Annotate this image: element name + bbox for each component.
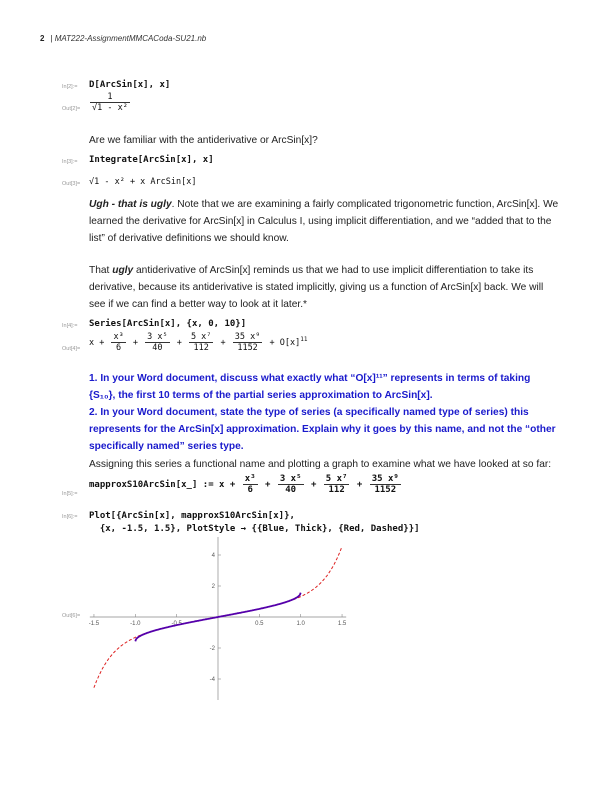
order: 11 — [300, 336, 308, 344]
text-cell: Are we familiar with the antiderivative or ArcSin[x]? — [89, 135, 318, 146]
x-tick-label: -0.5 — [171, 621, 182, 627]
page-number: 2 — [40, 34, 45, 43]
bold-text: Ugh - that is ugly — [89, 199, 172, 210]
in-label: In[5]:= — [62, 491, 78, 497]
question-1: 1. In your Word document, discuss what exactly what “O[x]¹¹” represents in terms of taking {S₁₀}, the first 10 terms of the partial series approximation to ArcSin[x]. — [89, 373, 531, 401]
text: antiderivative of ArcSin[x] reminds us that we had to use implicit differentiation to take its derivative, because its antiderivative is stated implicitly, giving us a function of ArcSin[x] back. We will see if we can find a better way to look at it later.* — [89, 265, 544, 310]
text-cell: Assigning this series a functional name and plotting a graph to examine what we have looked at so far: — [89, 459, 552, 470]
x-tick-label: 0.5 — [255, 621, 264, 627]
out-label: Out[6]= — [62, 613, 81, 619]
fraction-numerator: 1 — [90, 92, 130, 103]
question-2: 2. In your Word document, state the type of series (a specifically named type of series) this represents for the ArcSin[x] approximation. Explain why it goes by this name, and not the “other specifically named” series type. — [89, 407, 556, 452]
in-label: In[4]:= — [62, 323, 78, 329]
x-tick-label: 1.0 — [296, 621, 305, 627]
in-label: In[3]:= — [62, 159, 78, 165]
series-term: $\frac{\text{5 x⁷}}{112}$ — [325, 474, 348, 495]
input-cell[interactable]: Plot[{ArcSin[x], mapproxS10ArcSin[x]}, {x, -1.5, 1.5}, PlotStyle → {{Blue, Thick}, {Red, Dashed}}] — [89, 511, 420, 534]
definition-lhs: mapproxS10ArcSin[x_] := x + — [89, 480, 236, 490]
input-cell[interactable]: Integrate[ArcSin[x], x] — [89, 155, 214, 165]
fraction-denominator: √1 - x² — [92, 103, 128, 113]
big-o: + O[x] — [269, 338, 301, 348]
output-cell: √1 - x² + x ArcSin[x] — [89, 177, 197, 187]
text: That — [89, 265, 113, 276]
bold-text: ugly — [112, 265, 134, 276]
series-term: $\frac{\text{35 x⁹}}{1152}$ — [234, 332, 261, 353]
y-tick-label: 2 — [211, 584, 215, 590]
file-name: MAT222-AssignmentMMCACoda-SU21.nb — [54, 34, 207, 43]
page-header: 2 | MAT222-AssignmentMMCACoda-SU21.nb — [40, 34, 207, 43]
y-tick-label: -4 — [209, 677, 215, 683]
y-tick-label: -2 — [209, 646, 215, 652]
x-tick-label: -1.5 — [88, 621, 100, 627]
series-term: $\frac{\text{3 x⁵}}{40}$ — [279, 474, 302, 495]
out-label: Out[2]= — [62, 106, 81, 112]
series-output: x + $\frac{\text{x³}}{6}$ + $\frac{\text{3 x⁵}}{40}$ + $\frac{\text{5 x⁷}}{112}$ + $\frac{\text{35 x⁹}}{1152}$ + $O[x]^{11}$ — [89, 332, 308, 353]
out-label: Out[3]= — [62, 181, 81, 187]
x-tick-label: 1.5 — [337, 621, 347, 627]
text: . Note that we are examining a fairly complicated trigonometric function, ArcSin[x]. We learned the derivative for ArcSin[x] in Calculus I, using implicit differentiation, and we “added that to the list” of derivative definitions we should know. — [89, 199, 559, 244]
series-term: $\frac{\text{x³}}{6}$ — [113, 332, 124, 353]
input-cell[interactable]: mapproxS10ArcSin[x_] := x + $\frac{\text{x³}}{6}$ + $\frac{\text{3 x⁵}}{40}$ + $\frac{\text{5 x⁷}}{112}$ + $\frac{\text{35 x⁹}}{1152}$ — [89, 474, 399, 495]
series-term: $\frac{\text{35 x⁹}}{1152}$ — [371, 474, 399, 495]
out-label: Out[4]= — [62, 346, 81, 352]
input-cell[interactable]: Series[ArcSin[x], {x, 0, 10}] — [89, 319, 247, 329]
in-label: In[6]:= — [62, 514, 78, 520]
in-label: In[2]:= — [62, 84, 78, 90]
x-tick-label: -1.0 — [130, 621, 141, 627]
series-term: $\frac{\text{5 x⁷}}{112}$ — [190, 332, 212, 353]
input-cell[interactable]: D[ArcSin[x], x] — [89, 80, 171, 90]
series-term: $\frac{\text{3 x⁵}}{40}$ — [147, 332, 168, 353]
series-term: $\frac{\text{x³}}{6}$ — [244, 474, 256, 495]
y-tick-label: 4 — [211, 553, 215, 559]
